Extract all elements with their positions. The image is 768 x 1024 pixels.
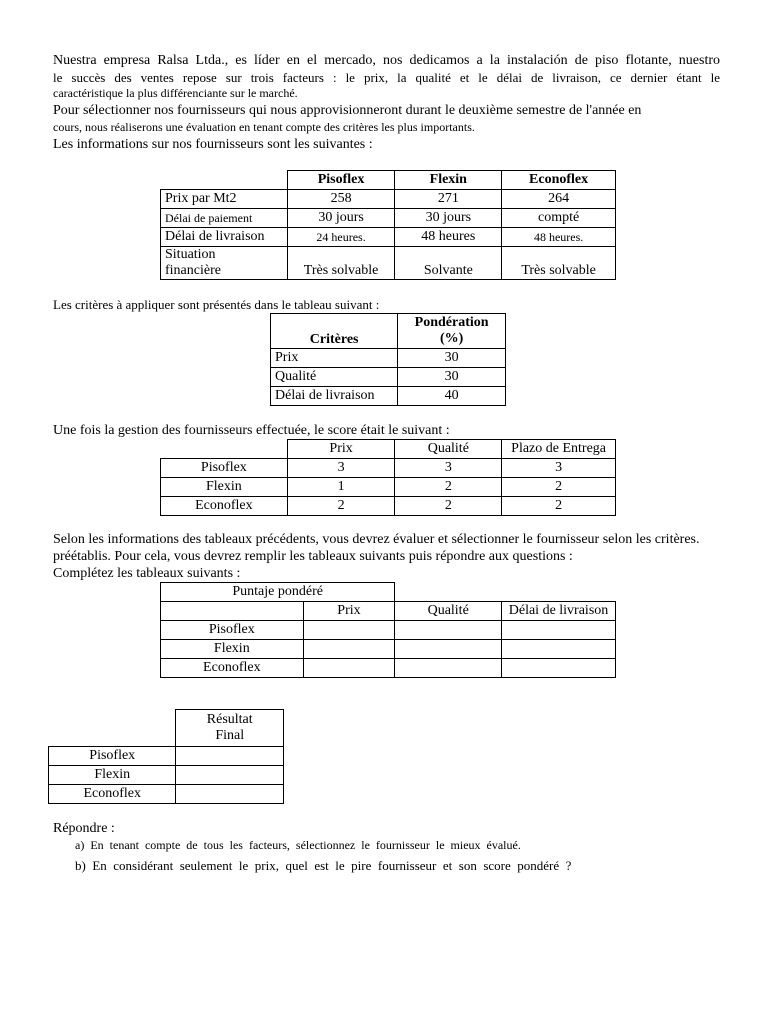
header-weight (398, 314, 506, 349)
empty-cell (49, 710, 176, 747)
criteria-table (270, 313, 506, 406)
empty-cell (395, 583, 616, 602)
weighted-header-price: Prix (303, 602, 395, 621)
score-pisoflex-price: 3 (287, 459, 395, 478)
questions-title: Répondre : (53, 821, 115, 836)
final-header-2: Final (215, 728, 245, 743)
instructions-line-2: préétablis. Pour cela, vous devrez remplir les tableaux suivants puis répondre aux questions : (53, 549, 573, 564)
weighted-header-delivery: Délai de livraison (502, 602, 616, 621)
intro-line-6: Les informations sur nos fournisseurs sont les suivantes : (53, 137, 373, 152)
score-label-flexin: Flexin (161, 478, 288, 497)
row-label-delivery: Délai de livraison (161, 228, 288, 247)
price-pisoflex: 258 (287, 190, 395, 209)
payment-pisoflex: 30 jours (287, 209, 395, 228)
delivery-pisoflex: 24 heures. (287, 228, 395, 247)
score-econoflex-delivery: 2 (502, 497, 616, 516)
weighted-header-quality: Qualité (395, 602, 502, 621)
price-econoflex: 264 (502, 190, 616, 209)
score-flexin-delivery: 2 (502, 478, 616, 497)
header-weight-1: Pondération (414, 315, 489, 330)
financial-label-2: financière (165, 263, 221, 278)
final-label-pisoflex: Pisoflex (49, 747, 176, 766)
empty-cell (161, 602, 304, 621)
score-label-pisoflex: Pisoflex (161, 459, 288, 478)
intro-line-4: Pour sélectionner nos fournisseurs qui nous approvisionneront durant le deuxième semestre de l'année en (53, 103, 642, 118)
financial-label-1: Situation (165, 247, 216, 262)
weighted-flexin-price-cell[interactable] (303, 640, 395, 659)
score-header-quality: Qualité (395, 440, 502, 459)
header-flexin: Flexin (395, 171, 502, 190)
weighted-pisoflex-delivery-cell[interactable] (502, 621, 616, 640)
weighted-label-flexin: Flexin (161, 640, 304, 659)
final-econoflex-cell[interactable] (176, 785, 284, 804)
score-table (160, 439, 616, 516)
weighted-label-econoflex: Econoflex (161, 659, 304, 678)
instructions-line-3: Complétez les tableaux suivants : (53, 566, 241, 581)
score-econoflex-quality: 2 (395, 497, 502, 516)
final-flexin-cell[interactable] (176, 766, 284, 785)
criteria-value-quality: 30 (398, 368, 506, 387)
price-flexin: 271 (395, 190, 502, 209)
row-label-payment: Délai de paiement (161, 209, 288, 228)
header-weight-2: (%) (439, 331, 464, 346)
score-pisoflex-quality: 3 (395, 459, 502, 478)
weighted-pisoflex-quality-cell[interactable] (395, 621, 502, 640)
criteria-label-price: Prix (271, 349, 398, 368)
score-flexin-price: 1 (287, 478, 395, 497)
weighted-title: Puntaje pondéré (161, 583, 395, 602)
score-flexin-quality: 2 (395, 478, 502, 497)
weighted-flexin-quality-cell[interactable] (395, 640, 502, 659)
header-pisoflex: Pisoflex (287, 171, 395, 190)
empty-cell (161, 171, 288, 190)
weighted-econoflex-price-cell[interactable] (303, 659, 395, 678)
empty-cell (161, 440, 288, 459)
score-header-price: Prix (287, 440, 395, 459)
financial-flexin: Solvante (395, 247, 502, 280)
intro-line-3: caractéristique la plus différenciante sur le marché. (53, 86, 298, 100)
intro-line-2: le succès des ventes repose sur trois facteurs : le prix, la qualité et le délai de livraison, ce dernier étant le (53, 70, 720, 85)
row-label-price: Prix par Mt2 (161, 190, 288, 209)
score-pisoflex-delivery: 3 (502, 459, 616, 478)
weighted-econoflex-delivery-cell[interactable] (502, 659, 616, 678)
criteria-intro: Les critères à appliquer sont présentés dans le tableau suivant : (53, 297, 380, 312)
final-header (176, 710, 284, 747)
weighted-econoflex-quality-cell[interactable] (395, 659, 502, 678)
score-intro: Une fois la gestion des fournisseurs effectuée, le score était le suivant : (53, 423, 450, 438)
final-label-flexin: Flexin (49, 766, 176, 785)
weighted-pisoflex-price-cell[interactable] (303, 621, 395, 640)
suppliers-table (160, 170, 616, 280)
row-label-financial (161, 247, 288, 280)
intro-line-5: cours, nous réaliserons une évaluation en tenant compte des critères les plus importants. (53, 120, 475, 134)
final-pisoflex-cell[interactable] (176, 747, 284, 766)
weighted-label-pisoflex: Pisoflex (161, 621, 304, 640)
financial-econoflex: Très solvable (502, 247, 616, 280)
delivery-econoflex: 48 heures. (502, 228, 616, 247)
final-label-econoflex: Econoflex (49, 785, 176, 804)
delivery-flexin: 48 heures (395, 228, 502, 247)
header-econoflex: Econoflex (502, 171, 616, 190)
final-header-1: Résultat (206, 712, 253, 727)
payment-econoflex: compté (502, 209, 616, 228)
weighted-score-table (160, 582, 616, 678)
score-label-econoflex: Econoflex (161, 497, 288, 516)
criteria-label-delivery: Délai de livraison (271, 387, 398, 406)
score-header-delivery: Plazo de Entrega (502, 440, 616, 459)
intro-line-1: Nuestra empresa Ralsa Ltda., es líder en el mercado, nos dedicamos a la instalación de piso flotante, nuestro (53, 53, 720, 68)
final-result-table (48, 709, 284, 804)
criteria-value-price: 30 (398, 349, 506, 368)
weighted-flexin-delivery-cell[interactable] (502, 640, 616, 659)
instructions-line-1: Selon les informations des tableaux précédents, vous devrez évaluer et sélectionner le fournisseur selon les critères. (53, 532, 700, 547)
score-econoflex-price: 2 (287, 497, 395, 516)
criteria-value-delivery: 40 (398, 387, 506, 406)
question-b: b) En considérant seulement le prix, quel est le pire fournisseur et son score pondéré ? (75, 858, 572, 873)
financial-pisoflex: Très solvable (287, 247, 395, 280)
question-a: a) En tenant compte de tous les facteurs, sélectionnez le fournisseur le mieux évalué. (75, 838, 521, 852)
payment-flexin: 30 jours (395, 209, 502, 228)
header-criteria: Critères (271, 314, 398, 349)
criteria-label-quality: Qualité (271, 368, 398, 387)
